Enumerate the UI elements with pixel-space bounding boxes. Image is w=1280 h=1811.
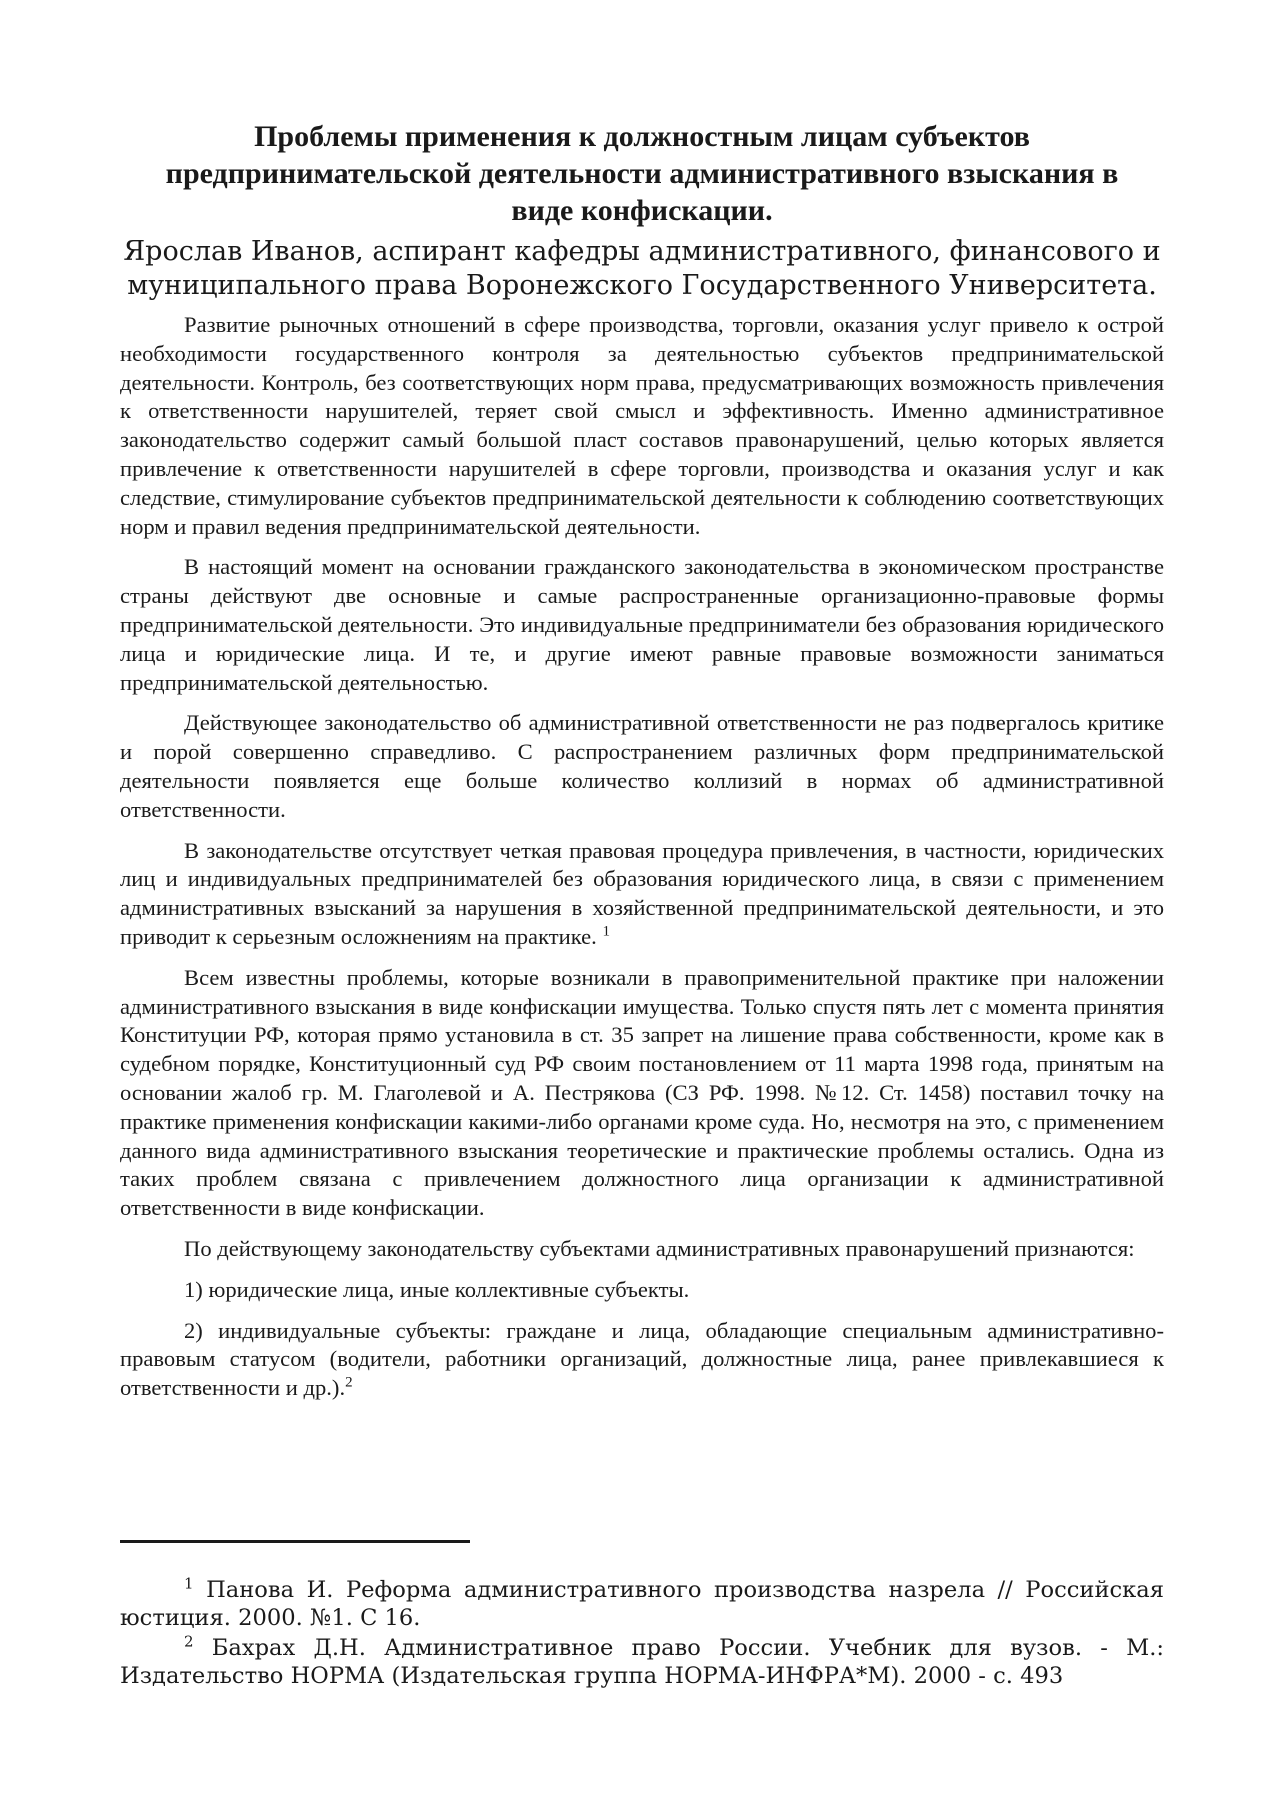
paragraph-4 <box>120 837 1164 952</box>
paragraph-7 <box>120 1276 1164 1305</box>
paragraph-5 <box>120 964 1164 1223</box>
footnotes <box>120 1576 1164 1692</box>
footnote-ref-1[interactable]: 1 <box>602 923 610 940</box>
footnote-2 <box>120 1634 1164 1690</box>
paragraph-text: В настоящий момент на основании гражданского законодательства в экономическом пространстве страны действуют две основные и самые распространенные организационно-правовые формы предпринимательской деятельности. Это индивидуальные предприниматели без образования юридического лица и юридические лица. И те, и другие имеют равные правовые возможности заниматься предпринимательской деятельностью. <box>120 554 1164 695</box>
document-body <box>120 118 1164 1415</box>
paragraph-text: Всем известны проблемы, которые возникали в правоприменительной практике при наложении административного взыскания в виде конфискации имущества. Только спустя пять лет с момента принятия Конституции РФ, которая прямо установила в ст. 35 запрет на лишение права собственности, кроме как в судебном порядке, Конституционный суд РФ своим постановлением от 11 марта 1998 года, принятым на основании жалоб гр. М. Глаголевой и А. Пестрякова (СЗ РФ. 1998. №12. Ст. 1458) поставил точку на практике применения конфискации какими-либо органами кроме суда. Но, несмотря на это, с применением данного вида административного взыскания теоретические и практические проблемы остались. Одна из таких проблем связана с привлечением должностного лица организации к административной ответственности в виде конфискации. <box>120 964 1164 1221</box>
paragraph-text: 1) юридические лица, иные коллективные субъекты. <box>184 1276 690 1302</box>
paragraph-text: 2) индивидуальные субъекты: граждане и лица, обладающие специальным административно-правовым статусом (водители, работники организаций, должностные лица, ранее привлекавшиеся к ответственности и др.). <box>120 1317 1164 1401</box>
paragraph-1 <box>120 311 1164 541</box>
paragraph-text: По действующему законодательству субъектами административных правонарушений признаются: <box>184 1235 1135 1261</box>
footnote-1 <box>120 1576 1164 1632</box>
paragraph-3 <box>120 709 1164 824</box>
paragraph-text: Развитие рыночных отношений в сфере производства, торговли, оказания услуг привело к острой необходимости государственного контроля за деятельностью субъектов предпринимательской деятельности. Контроль, без соответствующих норм права, предусматривающих возможность привлечения к ответственности нарушителей, теряет свой смысл и эффективность. Именно административное законодательство содержит самый большой пласт составов правонарушений, целью которых является привлечение к ответственности нарушителей в сфере торговли, производства и оказания услуг и как следствие, стимулирование субъектов предпринимательской деятельности к соблюдению соответствующих норм и правил ведения предпринимательской деятельности. <box>120 312 1164 539</box>
paragraph-2 <box>120 553 1164 697</box>
paragraph-6 <box>120 1235 1164 1264</box>
footnote-ref-2[interactable]: 2 <box>345 1374 353 1391</box>
footnote-separator <box>120 1540 470 1543</box>
footnote-text: Бахрах Д.Н. Административное право России. Учебник для вузов. - М.: Издательство НОРМА (Издательская группа НОРМА-ИНФРА*М). 2000 - с. 493 <box>120 1635 1165 1689</box>
footnote-mark: 1 <box>184 1574 194 1593</box>
document-title: Проблемы применения к должностным лицам субъектов предпринимательской деятельности административного взыскания в виде конфискации. <box>165 120 1119 227</box>
footnote-mark: 2 <box>184 1632 194 1651</box>
footnote-text: Панова И. Реформа административного производства назрела // Российская юстиция. 2000. №1. С 16. <box>120 1577 1164 1631</box>
author-line: Ярослав Иванов, аспирант кафедры административного, финансового и муниципального права Воронежского Государственного Университета. <box>123 236 1161 301</box>
paragraph-8 <box>120 1317 1164 1403</box>
paragraph-text: В законодательстве отсутствует четкая правовая процедура привлечения, в частности, юридических лиц и индивидуальных предпринимателей без образования юридического лица, в связи с применением административных взысканий за нарушения в хозяйственной предпринимательской деятельности, и это приводит к серьезным осложнениям на практике. <box>120 837 1164 949</box>
paragraph-text: Действующее законодательство об административной ответственности не раз подвергалось критике и порой совершенно справедливо. С распространением различных форм предпринимательской деятельности появляется еще больше количество коллизий в нормах об административной ответственности. <box>120 710 1164 822</box>
